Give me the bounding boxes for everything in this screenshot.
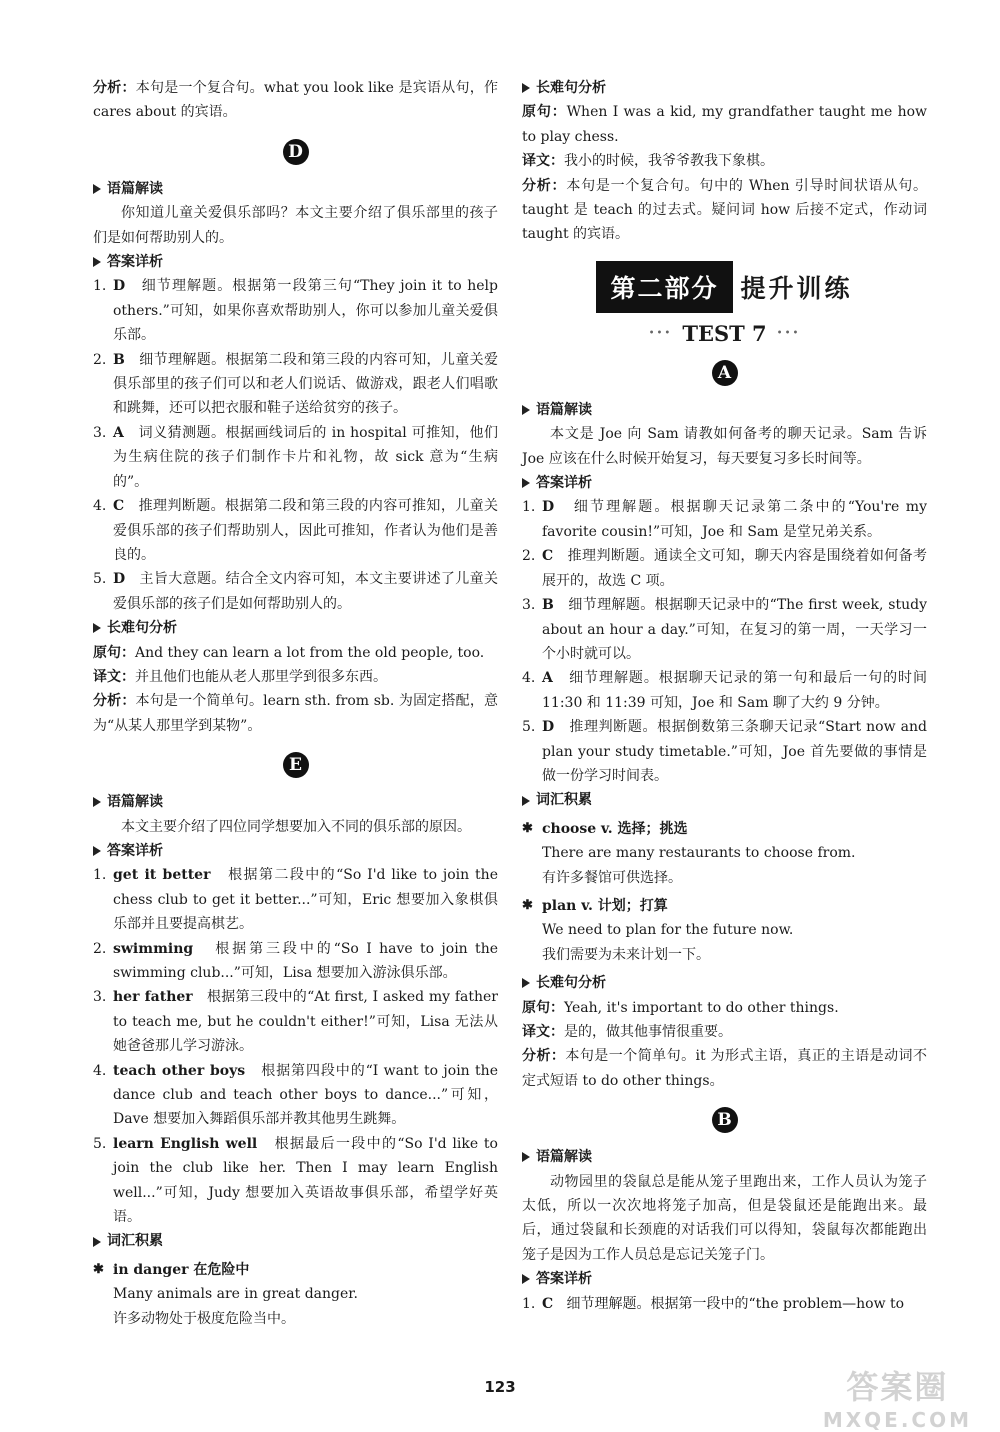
asterisk-icon: ✱ [522, 897, 533, 913]
answer-list [93, 274, 498, 616]
section-heading: 语篇解读 [93, 790, 498, 814]
answer-list [93, 863, 498, 1229]
original-sentence: 原句：And they can learn a lot from the old people, too. [93, 644, 485, 661]
section-heading: 词汇积累 [93, 1229, 498, 1253]
sentence-analysis: 分析：本句是一个复合句。句中的 When 引导时间状语从句。taught 是 teach 的过去式。疑问词 how 后接不定式，作动词 taught 的宾语。 [522, 177, 927, 243]
asterisk-icon: ✱ [93, 1261, 104, 1277]
translation: 译文：我小的时候，我爷爷教我下象棋。 [522, 153, 774, 170]
arrow-icon [93, 1237, 101, 1247]
sentence-analysis: 分析：本句是一个简单句。it 为形式主语，真正的主语是动词不定式短语 to do other things。 [522, 1048, 927, 1089]
dots-decoration: ••• [776, 327, 801, 339]
answer-item: 1. get it better 根据第二段中的“So I'd like to join the chess club to get it better...”可知，Eric 想要加入象棋俱乐部并且要提高棋艺。 [93, 867, 498, 933]
reading-text: 本文主要介绍了四位同学想要加入不同的俱乐部的原因。 [121, 818, 471, 835]
answer-item: 2. swimming 根据第三段中的“So I have to join the swimming club...”可知，Lisa 想要加入游泳俱乐部。 [93, 940, 498, 981]
section-letter-b: B [522, 1107, 927, 1133]
arrow-icon [93, 257, 101, 267]
arrow-icon [522, 978, 530, 988]
vocab-entry: ✱ in danger 在危险中 Many animals are in great danger. 许多动物处于极度危险当中。 [93, 1258, 498, 1331]
arrow-icon [522, 405, 530, 415]
section-heading: 长难句分析 [93, 616, 498, 640]
arrow-icon [522, 796, 530, 806]
section-heading: 长难句分析 [522, 76, 927, 100]
answer-item: 3. her father 根据第三段中的“At first, I asked my father to teach me, but he couldn't either!”可知，Lisa 无法从她爸爸那儿学习游泳。 [93, 989, 498, 1055]
answer-item: 1. C 细节理解题。根据第一段中的“the problem—how to [522, 1295, 905, 1312]
page-number: 123 [484, 1378, 516, 1396]
answer-item: 5. learn English well 根据最后一段中的“So I'd like to join the club like her. Then I may learn English well...”可知，Judy 想要加入英语故事俱乐部，希望学好英语。 [93, 1135, 498, 1226]
arrow-icon [522, 83, 530, 93]
section-heading: 语篇解读 [522, 398, 927, 422]
vocab-example-en: We need to plan for the future now. [542, 922, 794, 939]
section-heading: 答案详析 [93, 839, 498, 863]
translation: 译文：是的，做其他事情很重要。 [522, 1024, 732, 1040]
vocab-entry: ✱ choose v. 选择；挑选 There are many restaurants to choose from. 有许多餐馆可供选择。 [522, 817, 927, 890]
answer-item: 4. teach other boys 根据第四段中的“I want to join the dance club and teach other boys to dance...”可知，Dave 想要加入舞蹈俱乐部并教其他男生跳舞。 [93, 1062, 498, 1128]
answer-item: 1. D 细节理解题。根据第一段第三句“They join it to help others.”可知，如果你喜欢帮助别人，你可以参加儿童关爱俱乐部。 [93, 278, 499, 344]
vocab-example-en: There are many restaurants to choose from. [542, 845, 856, 862]
vocab-example-zh: 有许多餐馆可供选择。 [542, 869, 682, 886]
original-sentence: 原句：Yeah, it's important to do other things. [522, 999, 839, 1016]
answer-item: 3. B 细节理解题。根据聊天记录中的“The first week, study about an hour a day.”可知，在复习的第一周，一天学习一个小时就可以。 [522, 597, 927, 662]
test-title-line [522, 321, 927, 346]
section-heading: 答案详析 [522, 471, 927, 495]
section-letter-a: A [522, 360, 927, 386]
section-heading: 答案详析 [93, 250, 498, 274]
answer-item: 4. A 细节理解题。根据聊天记录的第一句和最后一句的时间 11:30 和 11:39 可知，Joe 和 Sam 聊了大约 9 分钟。 [522, 670, 928, 711]
arrow-icon [93, 846, 101, 856]
part-banner [522, 261, 927, 313]
answer-item: 4. C 推理判断题。根据第二段和第三段的内容可推知，儿童关爱俱乐部的孩子们帮助别人，因此可推知，作者认为他们是善良的。 [93, 498, 498, 563]
reading-text: 你知道儿童关爱俱乐部吗？本文主要介绍了俱乐部里的孩子们是如何帮助别人的。 [93, 205, 498, 246]
watermark-logo: 答案圈 MXQE.COM [822, 1368, 972, 1432]
section-heading: 答案详析 [522, 1267, 927, 1291]
section-heading: 语篇解读 [93, 177, 498, 201]
part-title: 提升训练 [740, 273, 853, 303]
section-letter-d: D [93, 139, 498, 165]
vocab-example-zh: 我们需要为未来计划一下。 [542, 946, 710, 963]
answer-item: 3. A 词义猜测题。根据画线词后的 in hospital 可推知，他们为生病住院的孩子们制作卡片和礼物，故 sick 意为“生病的”。 [93, 424, 498, 490]
part-label: 第二部分 [596, 261, 732, 313]
right-column [522, 76, 927, 1316]
section-letter-e: E [93, 752, 498, 778]
reading-text: 动物园里的袋鼠总是能从笼子里跑出来，工作人员认为笼子太低，所以一次次地将笼子加高，但是袋鼠还是能跑出来。最后，通过袋鼠和长颈鹿的对话我们可以得知，袋鼠每次都能跑出笼子是因为工作人员总是忘记关笼子门。 [522, 1173, 927, 1263]
arrow-icon [93, 623, 101, 633]
answer-item: 2. B 细节理解题。根据第二段和第三段的内容可知，儿童关爱俱乐部里的孩子们可以和老人们说话、做游戏，跟老人们唱歌和跳舞，还可以把衣服和鞋子送给贫穷的孩子。 [93, 351, 499, 417]
section-heading: 语篇解读 [522, 1145, 927, 1169]
test-title: TEST 7 [682, 320, 767, 346]
arrow-icon [522, 1274, 530, 1284]
arrow-icon [93, 184, 101, 194]
intro-analysis: 分析：本句是一个复合句。what you look like 是宾语从句，作 cares about 的宾语。 [93, 80, 499, 121]
arrow-icon [522, 1152, 530, 1162]
asterisk-icon: ✱ [522, 820, 533, 836]
arrow-icon [522, 478, 530, 488]
answer-item: 1. D 细节理解题。根据聊天记录第二条中的“You're my favorite cousin!”可知，Joe 和 Sam 是堂兄弟关系。 [522, 499, 927, 540]
answer-item: 5. D 推理判断题。根据倒数第三条聊天记录“Start now and plan your study timetable.”可知，Joe 首先要做的事情是做一份学习时间表。 [522, 719, 927, 784]
answer-item: 2. C 推理判断题。通读全文可知，聊天内容是围绕着如何备考展开的，故选 C 项。 [522, 548, 927, 589]
vocab-entry: ✱ plan v. 计划；打算 We need to plan for the future now. 我们需要为未来计划一下。 [522, 894, 927, 967]
vocab-example-en: Many animals are in great danger. [113, 1286, 358, 1303]
answer-item: 5. D 主旨大意题。结合全文内容可知，本文主要讲述了儿童关爱俱乐部的孩子们是如何帮助别人的。 [93, 571, 498, 612]
dots-decoration: ••• [648, 327, 673, 339]
section-heading: 长难句分析 [522, 971, 927, 995]
answer-list [522, 495, 927, 788]
section-heading: 词汇积累 [522, 788, 927, 812]
arrow-icon [93, 797, 101, 807]
original-sentence: 原句：When I was a kid, my grandfather taught me how to play chess. [522, 104, 928, 145]
left-column [93, 76, 498, 1335]
sentence-analysis: 分析：本句是一个简单句。learn sth. from sb. 为固定搭配，意为“从某人那里学到某物”。 [93, 693, 499, 734]
vocab-example-zh: 许多动物处于极度危险当中。 [113, 1310, 295, 1327]
reading-text: 本文是 Joe 向 Sam 请教如何备考的聊天记录。Sam 告诉 Joe 应该在什么时候开始复习，每天要复习多长时间等。 [522, 426, 927, 467]
translation: 译文：并且他们也能从老人那里学到很多东西。 [93, 668, 387, 685]
